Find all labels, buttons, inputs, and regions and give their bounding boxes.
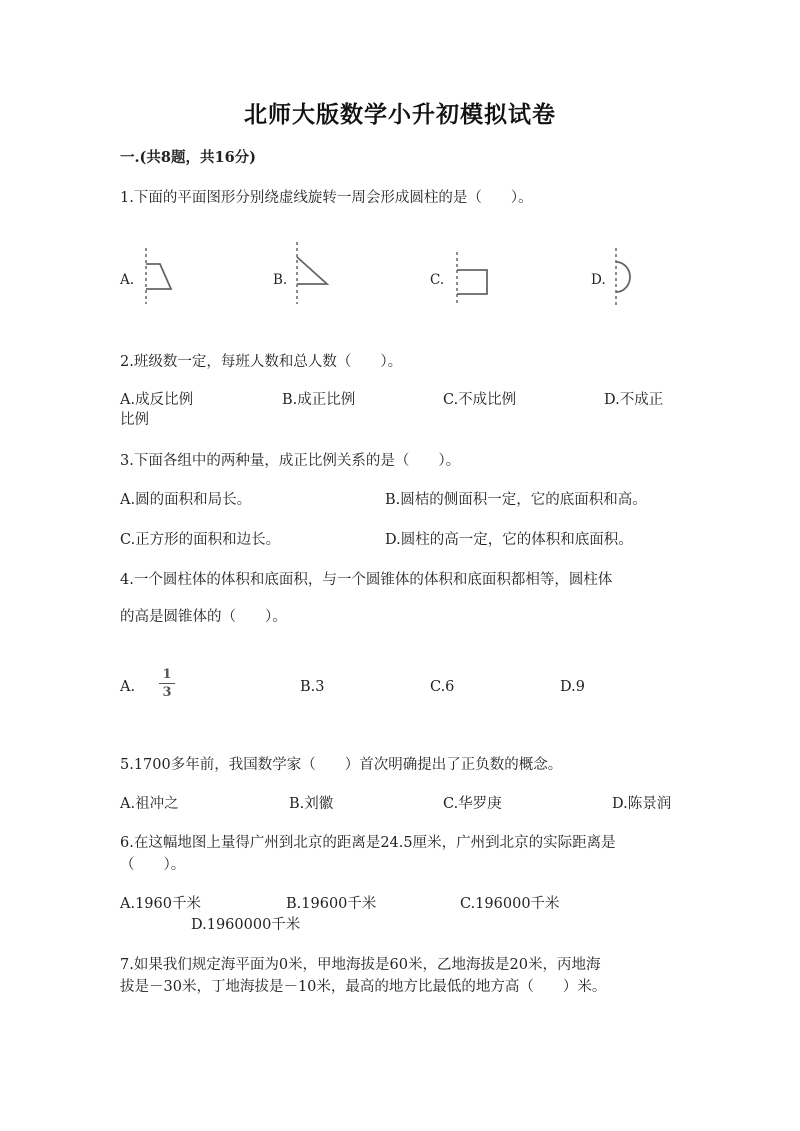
question-4-stem-line2: 的高是圆锥体的（ ）。 bbox=[120, 609, 287, 625]
q1-option-d-label[interactable]: D. bbox=[591, 272, 606, 288]
question-1-stem: 1.下面的平面图形分别绕虚线旋转一周会形成圆柱的是（ ）。 bbox=[120, 190, 533, 206]
fraction-numerator: 1 bbox=[162, 667, 172, 682]
q1-option-b-label[interactable]: B. bbox=[273, 272, 288, 288]
q6-option-b[interactable]: B.19600千米 bbox=[286, 896, 377, 912]
q4-option-b[interactable]: B.3 bbox=[300, 679, 325, 695]
fraction-denominator: 3 bbox=[162, 685, 172, 700]
dashed-axis-with-rectangle-icon bbox=[449, 250, 494, 306]
question-7-stem-line1: 7.如果我们规定海平面为0米，甲地海拔是60米，乙地海拔是20米，丙地海 bbox=[120, 957, 601, 973]
question-7-stem-line2: 拔是－30米，丁地海拔是－10米，最高的地方比最低的地方高（ ）米。 bbox=[120, 979, 607, 995]
q4-option-a-fraction bbox=[157, 667, 177, 700]
q4-option-d[interactable]: D.9 bbox=[560, 679, 585, 695]
question-3-stem: 3.下面各组中的两种量，成正比例关系的是（ ）。 bbox=[120, 453, 461, 469]
q2-option-a[interactable]: A.成反比例 bbox=[120, 392, 194, 408]
q2-option-d-wrap: 比例 bbox=[120, 412, 149, 428]
q5-option-b[interactable]: B.刘徽 bbox=[289, 796, 334, 812]
q2-option-c[interactable]: C.不成比例 bbox=[443, 392, 517, 408]
q5-option-a[interactable]: A.祖冲之 bbox=[120, 796, 179, 812]
q3-option-c[interactable]: C.正方形的面积和边长。 bbox=[120, 532, 281, 548]
dashed-axis-with-semicircle-icon bbox=[608, 246, 648, 308]
q1-option-c-label[interactable]: C. bbox=[430, 272, 445, 288]
q3-option-b[interactable]: B.圆桔的侧面积一定，它的底面积和高。 bbox=[385, 492, 647, 508]
q5-option-d[interactable]: D.陈景润 bbox=[612, 796, 672, 812]
question-6-stem-line2: （ ）。 bbox=[120, 857, 186, 873]
q2-option-d[interactable]: D.不成正 bbox=[604, 392, 664, 408]
dashed-axis-with-triangle-icon bbox=[289, 240, 334, 306]
page-title: 北师大版数学小升初模拟试卷 bbox=[244, 102, 556, 128]
q5-option-c[interactable]: C.华罗庚 bbox=[443, 796, 502, 812]
question-6-stem-line1: 6.在这幅地图上量得广州到北京的距离是24.5厘米，广州到北京的实际距离是 bbox=[120, 835, 616, 851]
q4-option-a-label[interactable]: A. bbox=[120, 679, 136, 695]
q6-option-d[interactable]: D.1960000千米 bbox=[191, 917, 301, 933]
section-heading: 一.(共8题，共16分) bbox=[120, 149, 257, 166]
q2-option-b[interactable]: B.成正比例 bbox=[282, 392, 356, 408]
question-4-stem-line1: 4.一个圆柱体的体积和底面积，与一个圆锥体的体积和底面积都相等，圆柱体 bbox=[120, 572, 613, 588]
question-5-stem: 5.1700多年前，我国数学家（ ）首次明确提出了正负数的概念。 bbox=[120, 757, 563, 773]
q6-option-c[interactable]: C.196000千米 bbox=[460, 896, 560, 912]
q4-option-c[interactable]: C.6 bbox=[430, 679, 455, 695]
q3-option-a[interactable]: A.圆的面积和局长。 bbox=[120, 492, 252, 508]
q1-option-a-label[interactable]: A. bbox=[120, 272, 135, 288]
question-2-stem: 2.班级数一定，每班人数和总人数（ ）。 bbox=[120, 354, 403, 370]
dashed-axis-with-trapezoid-icon bbox=[138, 246, 178, 306]
q3-option-d[interactable]: D.圆柱的高一定，它的体积和底面积。 bbox=[385, 532, 633, 548]
fraction-bar bbox=[159, 683, 175, 684]
q6-option-a[interactable]: A.1960千米 bbox=[120, 896, 201, 912]
